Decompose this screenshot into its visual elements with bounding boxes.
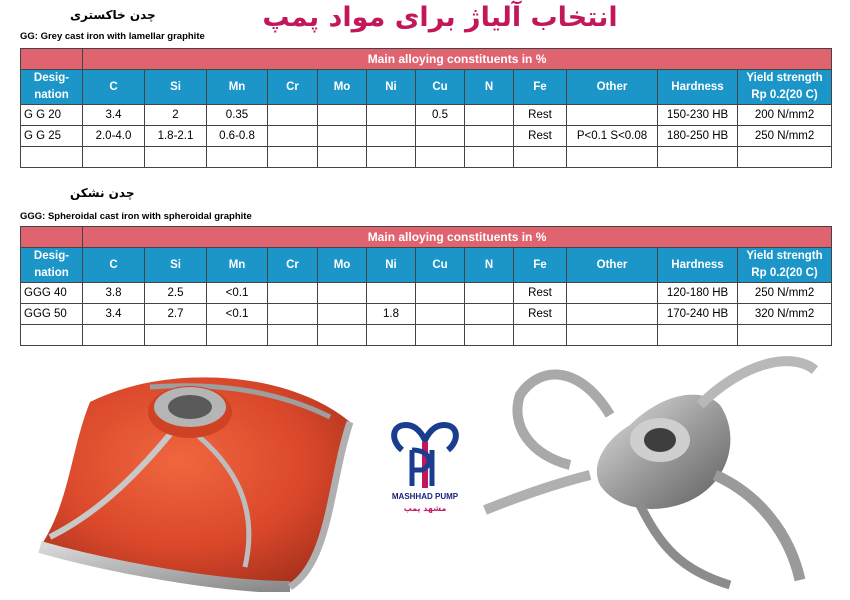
- cell-si: 2: [145, 105, 207, 126]
- header-mo: Mo: [318, 70, 367, 105]
- cell-fe: Rest: [514, 105, 567, 126]
- cell-cr: [268, 304, 318, 325]
- table-row: [21, 304, 832, 325]
- header-fe: Fe: [514, 248, 567, 283]
- cell-c: 2.0-4.0: [83, 126, 145, 147]
- header-cu: Cu: [416, 248, 465, 283]
- cell-mo: [318, 304, 367, 325]
- cell-mo: [318, 126, 367, 147]
- mashhad-pump-logo: [380, 420, 470, 520]
- cell-yield: 200 N/mm2: [738, 105, 832, 126]
- header-n: N: [465, 248, 514, 283]
- section1-fa-label: چدن خاکستری: [70, 8, 156, 22]
- cell-yield: 250 N/mm2: [738, 126, 832, 147]
- header-other: Other: [567, 70, 658, 105]
- grey-cast-iron-table: [20, 48, 832, 168]
- header-hardness: Hardness: [658, 70, 738, 105]
- cell-cu: [416, 126, 465, 147]
- cell-mn: <0.1: [207, 304, 268, 325]
- logo-mark-icon: [380, 420, 470, 490]
- logo-name-fa-text: مشهد پمپ: [403, 504, 447, 513]
- header-mn: Mn: [207, 248, 268, 283]
- header-ni: Ni: [367, 70, 416, 105]
- cell-si: 2.7: [145, 304, 207, 325]
- header-hardness: Hardness: [658, 248, 738, 283]
- table-row: [21, 105, 832, 126]
- cell-c: 3.8: [83, 283, 145, 304]
- steel-impeller-photo: [480, 345, 825, 590]
- cell-cu: [416, 304, 465, 325]
- cell-hardness: 150-230 HB: [658, 105, 738, 126]
- cell-yield: 250 N/mm2: [738, 283, 832, 304]
- header-designation: Desig- nation: [21, 70, 83, 105]
- header-designation: Desig- nation: [21, 248, 83, 283]
- cell-other: [567, 283, 658, 304]
- section2-en-label: GGG: Spheroidal cast iron with spheroidal graphite: [20, 211, 252, 222]
- header-yield: Yield strength Rp 0.2(20 C): [738, 70, 832, 105]
- red-impeller-photo: [30, 362, 360, 592]
- section1-en-label: GG: Grey cast iron with lamellar graphite: [20, 31, 205, 42]
- section2-fa-label: چدن نشکن: [70, 186, 135, 200]
- cell-ni: [367, 126, 416, 147]
- header-cu: Cu: [416, 70, 465, 105]
- cell-other: P<0.1 S<0.08: [567, 126, 658, 147]
- cell-cu: [416, 283, 465, 304]
- cell-mn: <0.1: [207, 283, 268, 304]
- header-yield: Yield strength Rp 0.2(20 C): [738, 248, 832, 283]
- header-c: C: [83, 248, 145, 283]
- table-row-empty: [21, 147, 832, 168]
- cell-n: [465, 283, 514, 304]
- cell-n: [465, 304, 514, 325]
- cell-n: [465, 105, 514, 126]
- cell-cr: [268, 283, 318, 304]
- cell-cr: [268, 105, 318, 126]
- cell-ni: [367, 105, 416, 126]
- cell-si: 2.5: [145, 283, 207, 304]
- cell-cr: [268, 126, 318, 147]
- cell-designation: G G 20: [21, 105, 83, 126]
- cell-c: 3.4: [83, 105, 145, 126]
- table-corner-cell: [21, 49, 83, 70]
- header-mo: Mo: [318, 248, 367, 283]
- header-cr: Cr: [268, 248, 318, 283]
- cell-designation: G G 25: [21, 126, 83, 147]
- cell-hardness: 120-180 HB: [658, 283, 738, 304]
- cell-n: [465, 126, 514, 147]
- table-row-empty: [21, 325, 832, 346]
- cell-mn: 0.6-0.8: [207, 126, 268, 147]
- table-corner-cell: [21, 227, 83, 248]
- header-si: Si: [145, 248, 207, 283]
- table-band-title: Main alloying constituents in %: [83, 227, 832, 248]
- cell-ni: [367, 283, 416, 304]
- cell-si: 1.8-2.1: [145, 126, 207, 147]
- header-c: C: [83, 70, 145, 105]
- cell-mn: 0.35: [207, 105, 268, 126]
- cell-mo: [318, 283, 367, 304]
- page-title: انتخاب آلیاژ برای مواد پمپ: [262, 2, 618, 33]
- cell-designation: GGG 50: [21, 304, 83, 325]
- cell-hardness: 170-240 HB: [658, 304, 738, 325]
- header-fe: Fe: [514, 70, 567, 105]
- table-row: [21, 126, 832, 147]
- table-band-title: Main alloying constituents in %: [83, 49, 832, 70]
- header-other: Other: [567, 248, 658, 283]
- cell-fe: Rest: [514, 283, 567, 304]
- header-n: N: [465, 70, 514, 105]
- table-row: [21, 283, 832, 304]
- header-si: Si: [145, 70, 207, 105]
- spheroidal-cast-iron-table: [20, 226, 832, 346]
- cell-other: [567, 105, 658, 126]
- header-mn: Mn: [207, 70, 268, 105]
- header-cr: Cr: [268, 70, 318, 105]
- cell-ni: 1.8: [367, 304, 416, 325]
- cell-other: [567, 304, 658, 325]
- cell-fe: Rest: [514, 304, 567, 325]
- cell-c: 3.4: [83, 304, 145, 325]
- cell-cu: 0.5: [416, 105, 465, 126]
- cell-fe: Rest: [514, 126, 567, 147]
- cell-hardness: 180-250 HB: [658, 126, 738, 147]
- cell-yield: 320 N/mm2: [738, 304, 832, 325]
- cell-mo: [318, 105, 367, 126]
- logo-name-text: MASHHAD PUMP: [391, 492, 459, 501]
- header-ni: Ni: [367, 248, 416, 283]
- cell-designation: GGG 40: [21, 283, 83, 304]
